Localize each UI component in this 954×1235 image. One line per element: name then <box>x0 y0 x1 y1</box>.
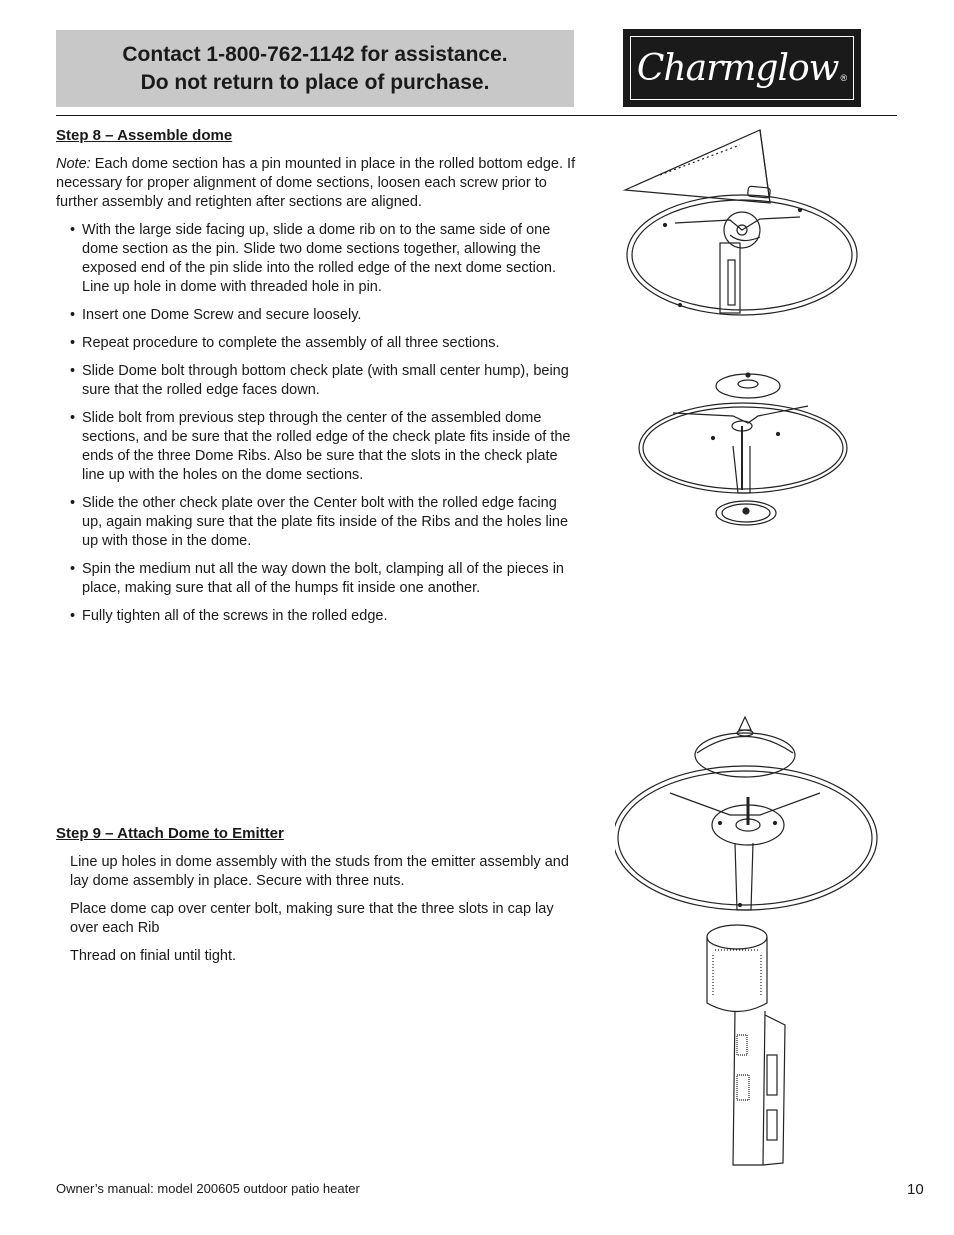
note-label: Note: <box>56 156 91 172</box>
step9-section <box>56 824 576 975</box>
logo-frame <box>630 36 854 100</box>
step8-heading: Step 8 – Assemble dome <box>56 127 233 144</box>
check-plate-assembly-illustration <box>638 368 853 538</box>
manual-title-footer: Owner’s manual: model 200605 outdoor patio heater <box>56 1181 360 1196</box>
step8-bullet: • Slide bolt from previous step through the center of the assembled dome sections, and be sure that the rolled edge of the check plate fits inside of the ends of the three Dome Ribs. Also be sure that the slots in the check plate line up with the holes on the dome sections. <box>70 409 576 485</box>
registered-mark: ® <box>840 73 848 83</box>
header-divider <box>56 115 897 116</box>
logo-wordmark: Charmglow <box>636 47 839 89</box>
brand-logo <box>623 29 861 107</box>
step8-bullet: • Slide Dome bolt through bottom check plate (with small center hump), being sure that the rolled edge faces down. <box>70 362 576 400</box>
step9-paragraph: Place dome cap over center bolt, making sure that the three slots in cap lay over each Rib <box>70 901 554 936</box>
page-number: 10 <box>907 1181 924 1198</box>
contact-banner <box>56 30 574 107</box>
step9-paragraph: Thread on finial until tight. <box>70 948 237 964</box>
step9-paragraph: Line up holes in dome assembly with the studs from the emitter assembly and lay dome assembly in place. Secure with three nuts. <box>70 854 569 889</box>
step8-bullet: • Slide the other check plate over the Center bolt with the rolled edge facing up, again making sure that the plate fits inside of the Ribs and the holes line up with those in the dome. <box>70 494 576 551</box>
dome-sections-assembly-illustration <box>620 125 870 325</box>
contact-phone-line: Contact 1-800-762-1142 for assistance. <box>122 42 508 66</box>
step8-bullet-list <box>56 221 576 626</box>
step8-bullet: • Insert one Dome Screw and secure loosely. <box>70 306 576 325</box>
step8-section <box>56 126 576 635</box>
step8-note <box>56 155 576 212</box>
step8-bullet: • Repeat procedure to complete the assembly of all three sections. <box>70 334 576 353</box>
step9-heading: Step 9 – Attach Dome to Emitter <box>56 825 284 842</box>
dome-to-emitter-illustration <box>615 715 885 1170</box>
step8-bullet: • With the large side facing up, slide a dome rib on to the same side of one dome section as the pin. Slide two dome sections together, allowing the exposed end of the pin slide into the rolled edge of the next dome section. Line up hole in dome with threaded hole in pin. <box>70 221 576 297</box>
return-warning-line: Do not return to place of purchase. <box>140 70 490 94</box>
note-text: Each dome section has a pin mounted in place in the rolled bottom edge. If necessary for proper alignment of dome sections, loosen each screw prior to further assembly and retighten after sections are aligned. <box>56 156 576 210</box>
step8-bullet: • Spin the medium nut all the way down the bolt, clamping all of the pieces in place, making sure that all of the humps fit inside one another. <box>70 560 576 598</box>
step8-bullet: • Fully tighten all of the screws in the rolled edge. <box>70 607 576 626</box>
